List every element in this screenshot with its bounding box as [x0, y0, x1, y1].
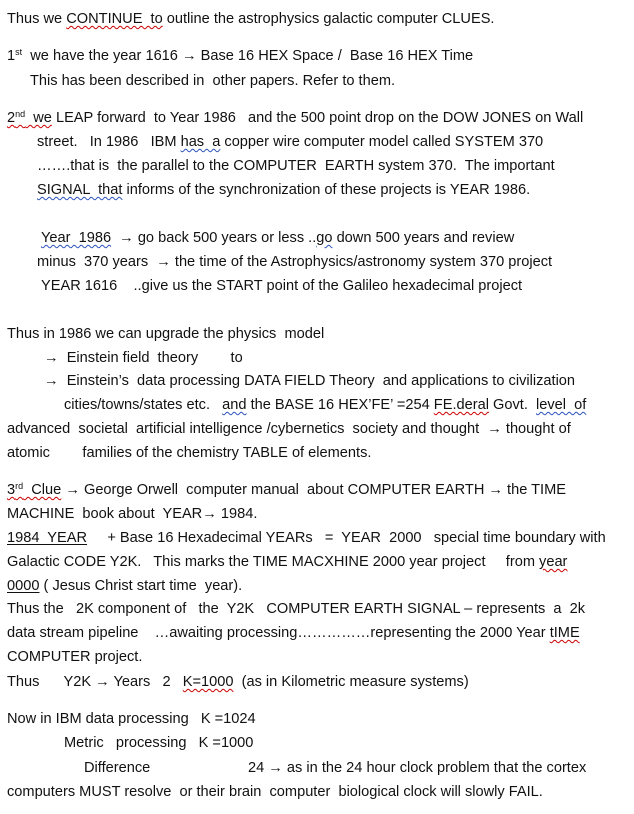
text-line: Thus the 2K component of the Y2K COMPUTER EARTH SIGNAL – represents a 2k: [7, 601, 586, 617]
text-line: atomic families of the chemistry TABLE of elements.: [7, 445, 372, 461]
text-line: computers MUST resolve or their brain computer biological clock will slowly FAIL.: [7, 784, 543, 800]
text-line: 24 → as in the 24 hour clock problem that the cortex: [248, 760, 587, 776]
text-line: street. In 1986 IBM has a copper wire computer model called SYSTEM 370: [37, 134, 544, 150]
text-line: Difference: [84, 760, 151, 776]
text-line: data stream pipeline …awaiting processing……………representing the 2000 Year tIME: [7, 625, 580, 641]
text-line: cities/towns/states etc. and the BASE 16 HEX’FE’ =254 FE.deral Govt. level of: [64, 397, 587, 413]
text-line: Thus Y2K → Years 2 K=1000 (as in Kilometric measure systems): [7, 674, 469, 690]
text-line: Now in IBM data processing K =1024: [7, 711, 256, 727]
text-line: SIGNAL that informs of the synchronization of these projects is YEAR 1986.: [37, 182, 531, 198]
text-line: COMPUTER project.: [7, 649, 143, 665]
text-line: → Einstein field theory to: [44, 350, 243, 366]
text-line: YEAR 1616 ..give us the START point of the Galileo hexadecimal project: [41, 278, 523, 294]
text-line: Thus we CONTINUE to outline the astrophysics galactic computer CLUES.: [7, 11, 495, 27]
text-line: This has been described in other papers. Refer to them.: [30, 73, 396, 89]
text-line: advanced societal artificial intelligence /cybernetics society and thought → thought of: [7, 421, 571, 437]
text-line: 3rd Clue → George Orwell computer manual about COMPUTER EARTH → the TIME: [7, 481, 566, 498]
text-line: → Einstein’s data processing DATA FIELD Theory and applications to civilization: [44, 373, 576, 389]
text-line: Galactic CODE Y2K. This marks the TIME MACXHINE 2000 year project from year: [7, 554, 568, 570]
text-line: …….that is the parallel to the COMPUTER EARTH system 370. The important: [37, 158, 555, 174]
text-line: Year 1986 → go back 500 years or less ..go down 500 years and review: [41, 230, 515, 246]
text-line: 1984 YEAR + Base 16 Hexadecimal YEARs = YEAR 2000 special time boundary with: [7, 530, 606, 546]
text-line: Thus in 1986 we can upgrade the physics model: [7, 326, 325, 342]
text-line: Metric processing K =1000: [64, 735, 254, 751]
text-line: MACHINE book about YEAR→ 1984.: [7, 506, 258, 522]
text-line: 1st we have the year 1616 → Base 16 HEX Space / Base 16 HEX Time: [7, 47, 474, 64]
text-line: minus 370 years → the time of the Astrophysics/astronomy system 370 project: [37, 254, 553, 270]
text-line: 0000 ( Jesus Christ start time year).: [7, 578, 243, 594]
text-line: 2nd we LEAP forward to Year 1986 and the 500 point drop on the DOW JONES on Wall: [7, 109, 584, 126]
